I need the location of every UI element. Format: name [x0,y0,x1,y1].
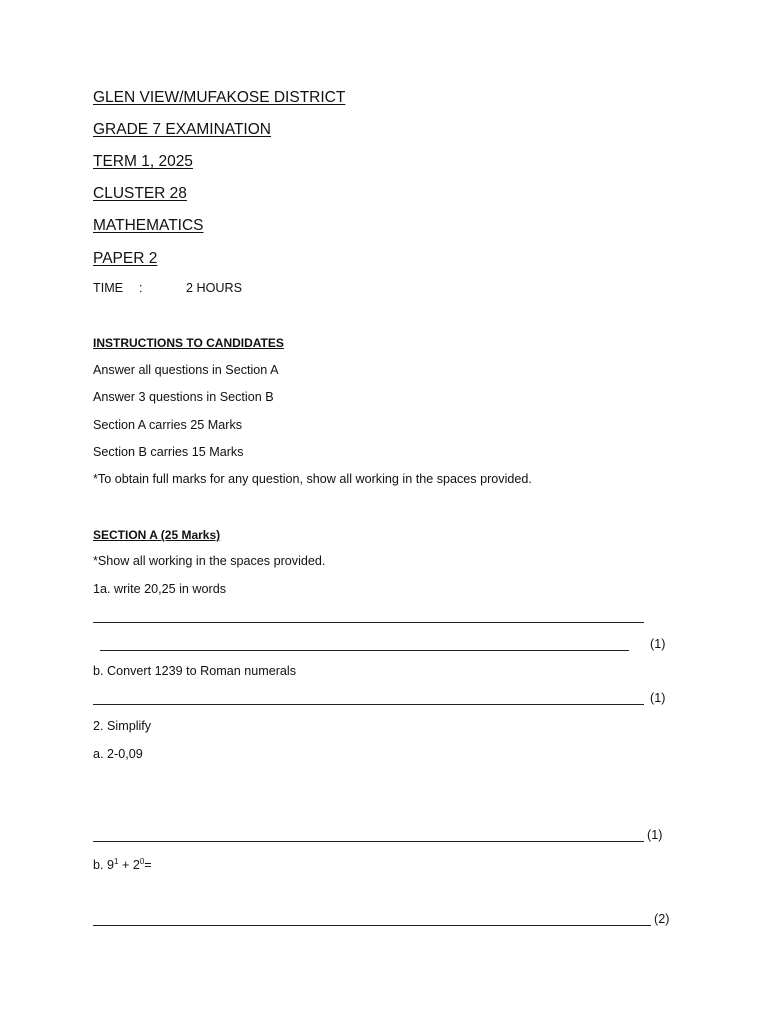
mark-2a: (1) [647,828,663,842]
question-2a: a. 2-0,09 [93,747,143,761]
answer-line-1a-2[interactable] [100,650,629,651]
question-1b: b. Convert 1239 to Roman numerals [93,664,297,678]
instruction-item: *To obtain full marks for any question, show all working in the spaces provided. [93,472,532,486]
subject-heading: MATHEMATICS [93,217,204,234]
cluster-heading: CLUSTER 28 [93,185,187,202]
district-heading: GLEN VIEW/MUFAKOSE DISTRICT [93,89,346,106]
term-heading: TERM 1, 2025 [93,153,193,170]
instruction-item: Answer 3 questions in Section B [93,390,274,404]
instructions-title: INSTRUCTIONS TO CANDIDATES [93,336,284,350]
q2b-prefix: b. 9 [93,858,115,873]
answer-line-2a[interactable] [93,841,644,842]
mark-1a: (1) [650,637,666,651]
section-a-note: *Show all working in the spaces provided. [93,554,326,568]
instruction-item: Section A carries 25 Marks [93,418,243,432]
question-2: 2. Simplify [93,719,152,733]
answer-line-1b[interactable] [93,704,644,705]
time-value: 2 HOURS [186,281,242,295]
q2b-exponent-1: 1 [114,857,119,866]
instruction-item: Answer all questions in Section A [93,363,279,377]
exam-heading: GRADE 7 EXAMINATION [93,121,271,138]
answer-line-1a[interactable] [93,622,644,623]
q2b-suffix: = [144,858,152,873]
section-a-title: SECTION A (25 Marks) [93,528,221,542]
paper-heading: PAPER 2 [93,250,158,267]
time-label: TIME [93,281,124,295]
q2b-exponent-2: 0 [139,857,145,866]
mark-1b: (1) [650,691,666,705]
answer-line-2b[interactable] [93,925,651,926]
time-separator: : [139,281,143,295]
question-1a: 1a. write 20,25 in words [93,582,227,596]
instruction-item: Section B carries 15 Marks [93,445,244,459]
question-2b [93,857,152,872]
mark-2b: (2) [654,912,670,926]
q2b-middle: + 2 [118,858,140,873]
